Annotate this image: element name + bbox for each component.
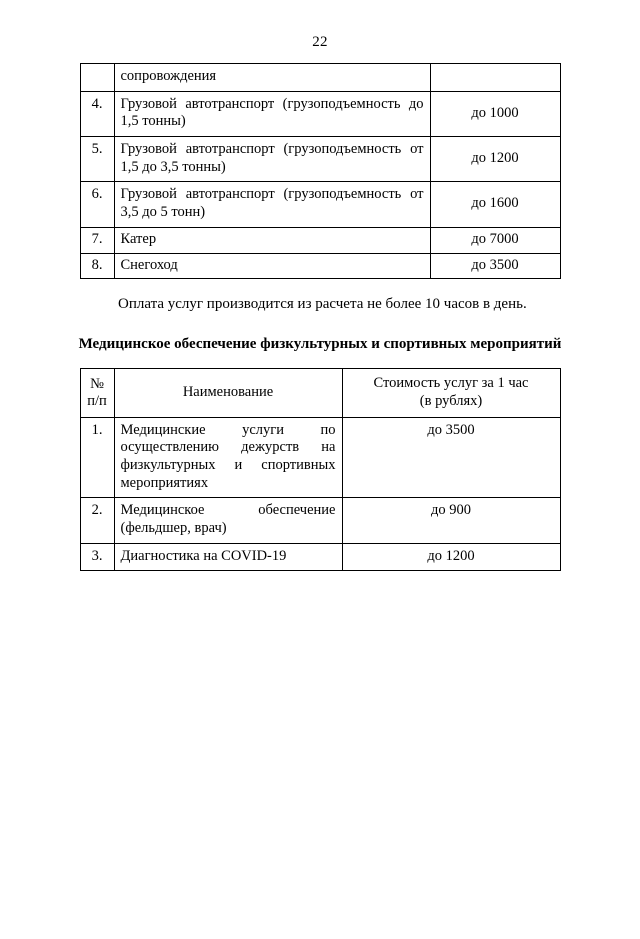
row-name: Медицинские услуги по осуществлению дежурств на физкультурных и спортивных мероприятиях (114, 417, 342, 498)
row-number: 1. (80, 417, 114, 498)
table-row (80, 64, 560, 92)
table-row (80, 91, 560, 136)
table-row (80, 227, 560, 253)
table-row (80, 417, 560, 498)
table-row (80, 498, 560, 543)
table-row (80, 253, 560, 279)
row-number: 7. (80, 227, 114, 253)
column-header-price-line1: Стоимость услуг за 1 час (373, 375, 529, 392)
section-heading: Медицинское обеспечение физкультурных и спортивных мероприятий (78, 335, 562, 352)
table-row (80, 182, 560, 227)
table-row (80, 543, 560, 571)
column-header-name: Наименование (114, 369, 342, 417)
page-number: 22 (312, 34, 328, 50)
table-header-row (80, 369, 560, 417)
column-header-price-line2: (в рублях) (419, 392, 483, 409)
row-name: сопровождения (114, 64, 430, 92)
row-name: Снегоход (114, 253, 430, 279)
row-name: Катер (114, 227, 430, 253)
row-number (80, 64, 114, 92)
row-name: Диагностика на COVID-19 (114, 543, 342, 571)
payment-note: Оплата услуг производится из расчета не более 10 часов в день. (118, 296, 527, 313)
medical-price-table (80, 368, 561, 571)
vehicles-price-table (80, 63, 561, 279)
column-header-number-line1: № (90, 376, 104, 393)
row-price: до 3500 (430, 253, 560, 279)
row-number: 5. (80, 137, 114, 182)
table-row (80, 137, 560, 182)
row-price: до 1000 (430, 91, 560, 136)
row-price: до 1200 (342, 543, 560, 571)
column-header-price (342, 369, 560, 417)
row-price: до 3500 (342, 417, 560, 498)
row-price: до 900 (342, 498, 560, 543)
row-number: 8. (80, 253, 114, 279)
row-name: Грузовой автотранспорт (грузоподъемность до 1,5 тонны) (114, 91, 430, 136)
column-header-number-line2: п/п (87, 392, 107, 409)
row-number: 4. (80, 91, 114, 136)
row-name: Грузовой автотранспорт (грузоподъемность от 3,5 до 5 тонн) (114, 182, 430, 227)
row-price: до 1200 (430, 137, 560, 182)
row-number: 6. (80, 182, 114, 227)
row-name: Грузовой автотранспорт (грузоподъемность от 1,5 до 3,5 тонны) (114, 137, 430, 182)
row-price: до 7000 (430, 227, 560, 253)
column-header-number (80, 369, 114, 417)
row-name: Медицинское обеспечение (фельдшер, врач) (114, 498, 342, 543)
row-number: 3. (80, 543, 114, 571)
row-price (430, 64, 560, 92)
row-number: 2. (80, 498, 114, 543)
row-price: до 1600 (430, 182, 560, 227)
document-page (0, 34, 640, 939)
